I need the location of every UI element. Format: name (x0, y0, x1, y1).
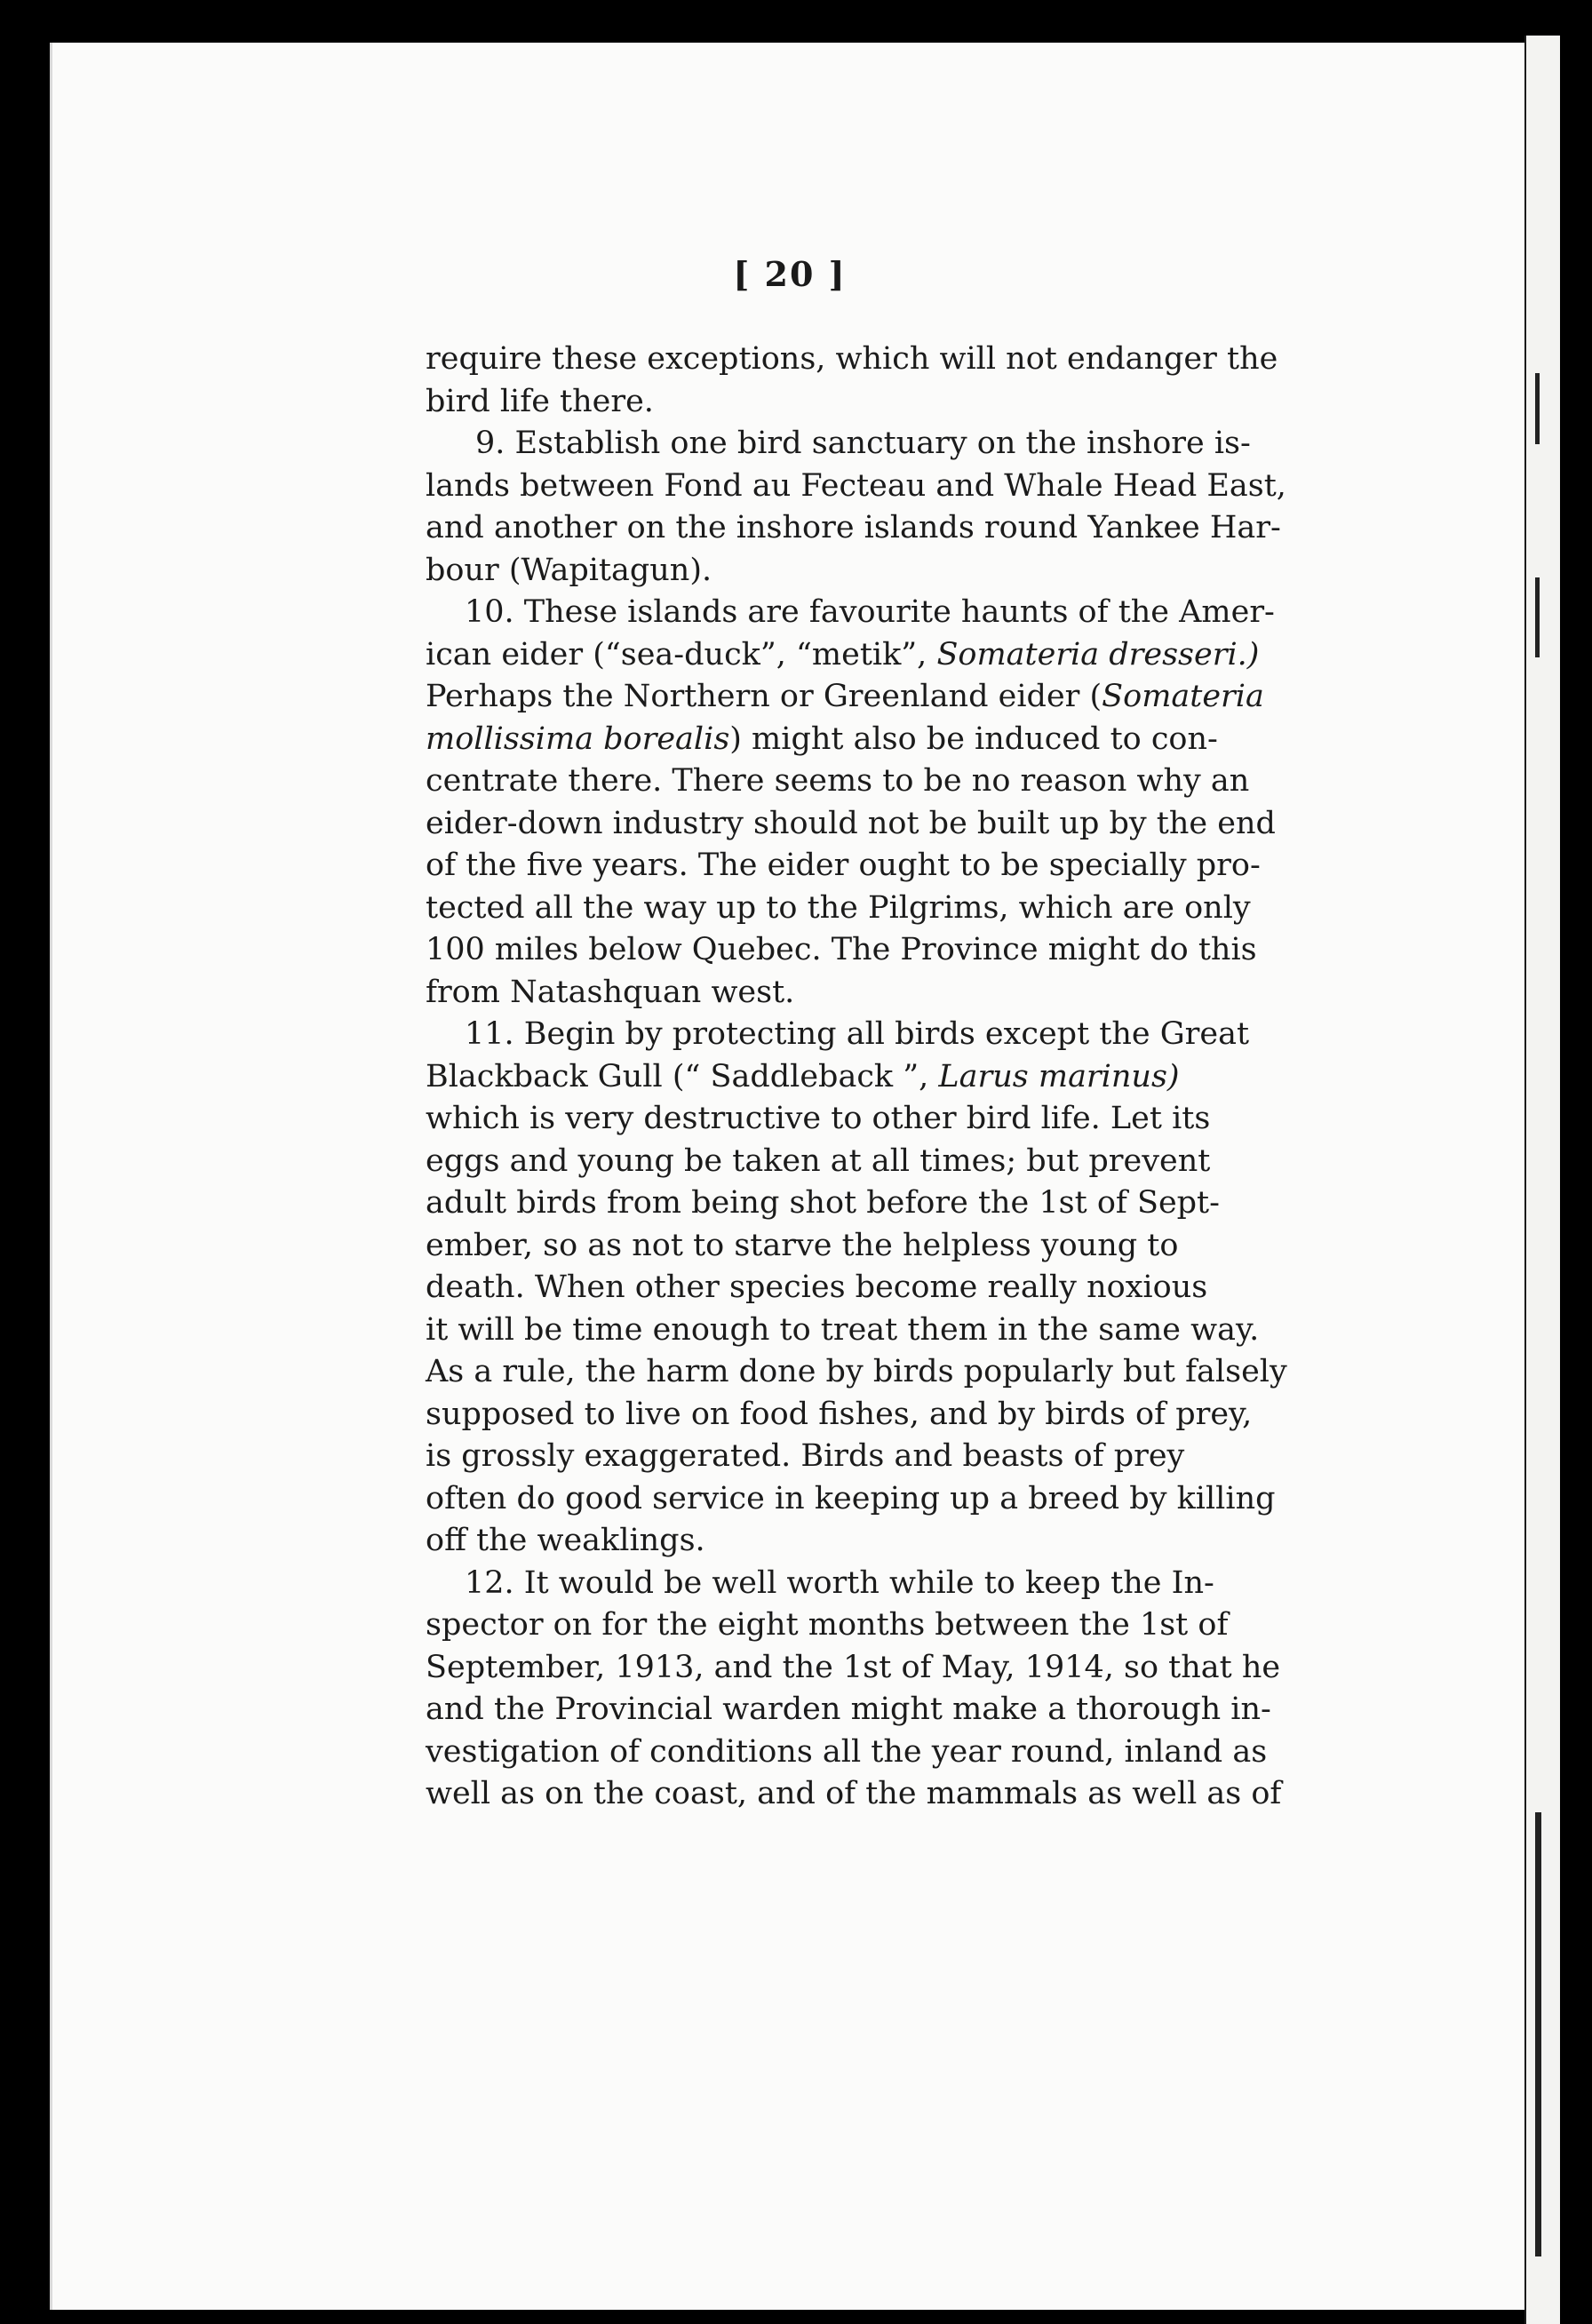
text-line: it will be time enough to treat them in the same way. (426, 1311, 1260, 1348)
text-line: 10. These islands are favourite haunts of the Amer- (465, 594, 1275, 630)
text-line: vestigation of conditions all the year round, inland as (426, 1733, 1268, 1770)
paragraph-11 (426, 1014, 1332, 1563)
text-line: often do good service in keeping up a breed by killing (426, 1480, 1276, 1516)
page-edge-shadow (1535, 373, 1540, 444)
paragraph-12 (426, 1563, 1332, 1816)
text-line: ) might also be induced to con- (729, 720, 1218, 757)
text-line: spector on for the eight months between the 1st of (426, 1607, 1229, 1643)
text-line: bird life there. (426, 383, 654, 419)
next-page-edge (1524, 36, 1560, 2324)
text-line: and another on the inshore islands round Yankee Har- (426, 510, 1281, 545)
text-line: lands between Fond au Fecteau and Whale Head East, (426, 467, 1286, 504)
text-line: centrate there. There seems to be no reason why an (426, 763, 1250, 799)
text-line: ember, so as not to starve the helpless young to (426, 1227, 1179, 1263)
text-line: and the Provincial warden might make a thorough in- (426, 1691, 1271, 1727)
species-name: Larus marinus) (938, 1058, 1180, 1094)
text-line: which is very destructive to other bird life. Let its (426, 1101, 1211, 1136)
text-line: 11. Begin by protecting all birds except the Great (465, 1016, 1250, 1052)
page-edge-shadow (1535, 1812, 1541, 2256)
body-text (426, 338, 1332, 1816)
text-line: September, 1913, and the 1st of May, 1914, so that he (426, 1649, 1281, 1685)
book-page (50, 43, 1527, 2310)
text-line: is grossly exaggerated. Birds and beasts of prey (426, 1438, 1185, 1474)
page-number: [ 20 ] (733, 254, 847, 294)
species-name: Somateria dresseri.) (936, 636, 1260, 673)
text-line: eggs and young be taken at all times; but prevent (426, 1142, 1211, 1179)
species-name: Somateria (1102, 679, 1264, 714)
text-line: well as on the coast, and of the mammals as well as of (426, 1776, 1282, 1811)
species-name: mollissima borealis (426, 720, 730, 757)
text-line: Perhaps the Northern or Greenland eider ( (426, 679, 1102, 714)
text-line: As a rule, the harm done by birds popularly but falsely (426, 1354, 1287, 1389)
text-line: require these exceptions, which will not endanger the (426, 341, 1278, 377)
text-line: 100 miles below Quebec. The Province might do this (426, 932, 1257, 967)
paragraph-9 (426, 423, 1332, 592)
text-line: off the weaklings. (426, 1523, 705, 1558)
text-line: ican eider (“sea-duck”, “metik”, (426, 636, 937, 673)
text-line: adult birds from being shot before the 1st of Sept- (426, 1185, 1220, 1221)
text-line: supposed to live on food fishes, and by birds of prey, (426, 1396, 1253, 1432)
text-line: of the five years. The eider ought to be specially pro- (426, 848, 1261, 883)
text-line: Blackback Gull (“ Saddleback ”, (426, 1058, 939, 1094)
text-line: from Natashquan west. (426, 974, 795, 1010)
text-line: death. When other species become really noxious (426, 1269, 1208, 1305)
page-edge-shadow (1535, 577, 1540, 657)
text-line: eider-down industry should not be built up by the end (426, 805, 1276, 841)
text-line: 9. Establish one bird sanctuary on the inshore is- (475, 426, 1251, 461)
text-line: bour (Wapitagun). (426, 552, 712, 588)
paragraph-continuation (426, 338, 1332, 423)
text-line: tected all the way up to the Pilgrims, which are only (426, 889, 1251, 926)
text-line: 12. It would be well worth while to keep the In- (465, 1564, 1214, 1601)
paragraph-10 (426, 592, 1332, 1014)
